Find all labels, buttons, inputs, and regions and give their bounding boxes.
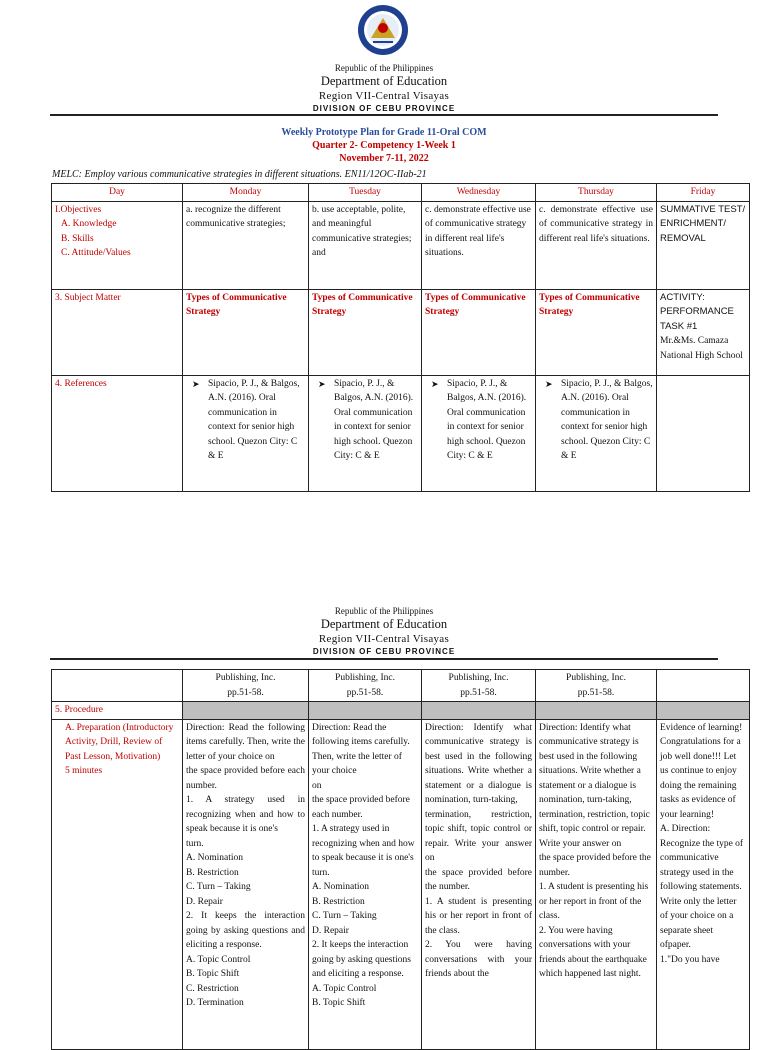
subject-matter-thursday: Types of Communicative Strategy <box>536 289 657 375</box>
reference-wednesday-cell <box>422 375 536 491</box>
subject-matter-wednesday: Types of Communicative Strategy <box>422 289 536 375</box>
publisher-wednesday: Publishing, Inc. <box>448 673 509 683</box>
publisher-wednesday-cell <box>422 670 536 702</box>
lesson-plan-table-page1 <box>51 183 750 492</box>
performance-task-label: ACTIVITY: PERFORMANCE TASK #1 <box>660 291 734 332</box>
subject-matter-label: 3. Subject Matter <box>52 289 183 375</box>
pages-tuesday: pp.51-58. <box>346 687 384 698</box>
objective-thursday: c. demonstrate effective use of communicative strategy in different real life's situations. <box>536 201 657 289</box>
performance-task-venue: Mr.&Ms. Camaza National High School <box>660 336 743 361</box>
reference-friday-cell <box>657 375 750 491</box>
publisher-monday-cell <box>183 670 309 702</box>
preparation-label-cell <box>52 719 183 1049</box>
references-row <box>52 375 750 491</box>
subject-matter-row <box>52 289 750 375</box>
reference-thursday: ➤ Sipacio, P. J., & Balgos, A.N. (2016). Oral communication in context for senior high school. Quezon City: C & E <box>561 377 653 464</box>
lesson-plan-table-page2 <box>51 669 750 1050</box>
region-line-2: Region VII-Central Visayas <box>318 633 450 645</box>
objective-wednesday: c. demonstrate effective use of communicative strategy in different real life's situations. <box>422 201 536 289</box>
references-label: 4. References <box>52 375 183 491</box>
page2-header <box>0 605 768 657</box>
preparation-thursday: Direction: Identify what communicative strategy is best used in the following situations. Write whether a statement or a dialogue is nomination, turn-taking, termination, restriction, topic shift, topic control or repair. Write your answer on the space provided before the number. 1. A student is presenting his or her report in front of the class. 2. You were having conversations with your friends about the earthquake which happened last night. <box>536 719 657 1049</box>
procedure-label: 5. Procedure <box>52 702 183 720</box>
preparation-label: A. Preparation (Introductory Activity, Drill, Review of Past Lesson, Motivation) <box>65 722 174 762</box>
objectives-label-cell <box>52 201 183 289</box>
publisher-row <box>52 670 750 702</box>
republic-line: Republic of the Philippines <box>334 63 434 73</box>
publisher-tuesday: Publishing, Inc. <box>335 673 395 683</box>
friday-header: Friday <box>657 184 750 202</box>
plan-title-block <box>0 126 768 165</box>
header-divider-2 <box>50 658 718 660</box>
dates-line: November 7-11, 2022 <box>339 153 429 164</box>
procedure-shade-wed <box>422 702 536 720</box>
publisher-friday-cell <box>657 670 750 702</box>
subject-matter-tuesday: Types of Communicative Strategy <box>309 289 422 375</box>
page1-header <box>0 62 768 114</box>
reference-monday-cell <box>183 375 309 491</box>
deped-seal-logo <box>357 4 409 56</box>
reference-wednesday: ➤ Sipacio, P. J., & Balgos, A.N. (2016). Oral communication in context for senior high school. Quezon City: C & E <box>447 377 532 464</box>
plan-title: Weekly Prototype Plan for Grade 11-Oral COM <box>281 127 487 138</box>
subject-matter-friday-cell <box>657 289 750 375</box>
monday-header: Monday <box>183 184 309 202</box>
region-line: Region VII-Central Visayas <box>318 90 450 102</box>
quarter-line: Quarter 2- Competency 1-Week 1 <box>312 140 456 151</box>
reference-tuesday: ➤ Sipacio, P. J., & Balgos, A.N. (2016). Oral communication in context for senior high school. Quezon City: C & E <box>334 377 418 464</box>
reference-tuesday-cell <box>309 375 422 491</box>
objective-friday: SUMMATIVE TEST/ ENRICHMENT/ REMOVAL <box>657 201 750 289</box>
day-header: Day <box>52 184 183 202</box>
tuesday-header: Tuesday <box>309 184 422 202</box>
reference-thursday-cell <box>536 375 657 491</box>
header-divider <box>50 114 718 116</box>
procedure-shade-fri <box>657 702 750 720</box>
republic-line-2: Republic of the Philippines <box>334 606 434 616</box>
objective-knowledge: A. Knowledge <box>61 219 117 229</box>
publisher-monday: Publishing, Inc. <box>215 673 276 683</box>
subject-matter-monday: Types of Communicative Strategy <box>183 289 309 375</box>
objective-tuesday: b. use acceptable, polite, and meaningful communicative strategies; and <box>309 201 422 289</box>
procedure-shade-mon <box>183 702 309 720</box>
division-line-2: DIVISION OF CEBU PROVINCE <box>312 647 456 656</box>
objectives-label: I.Objectives <box>55 204 102 215</box>
pages-wednesday: pp.51-58. <box>460 687 497 698</box>
melc-statement: MELC: Employ various communicative strategies in different situations. EN11/12OC-IIab-21 <box>52 169 427 180</box>
publisher-label-cell <box>52 670 183 702</box>
pages-monday: pp.51-58. <box>227 687 264 698</box>
preparation-wednesday: Direction: Identify what communicative strategy is best used in the following situations. Write whether a statement or a dialogue is nomination, turn-taking, termination, restriction, topic shift, topic control or repair. Write your answer on the space provided before the number. 1. A student is presenting his or her report in front of the class. 2. You were having conversations with your friends about the <box>422 719 536 1049</box>
publisher-tuesday-cell <box>309 670 422 702</box>
pages-thursday: pp.51-58. <box>577 687 615 698</box>
publisher-thursday: Publishing, Inc. <box>566 673 626 683</box>
preparation-time: 5 minutes <box>65 766 103 776</box>
preparation-tuesday: Direction: Read the following items carefully. Then, write the letter of your choice on the space provided before each number. 1. A strategy used in recognizing when and how to speak because it is one's turn. A. Nomination B. Restriction C. Turn – Taking D. Repair 2. It keeps the interaction going by asking questions and eliciting a response. A. Topic Control B. Topic Shift <box>309 719 422 1049</box>
department-line: Department of Education <box>320 74 448 88</box>
procedure-shade-tue <box>309 702 422 720</box>
department-line-2: Department of Education <box>320 617 448 631</box>
wednesday-header: Wednesday <box>422 184 536 202</box>
preparation-monday: Direction: Read the following items carefully. Then, write the letter of your choice on the space provided before each number. 1. A strategy used in recognizing when and how to speak because it is one's turn. A. Nomination B. Restriction C. Turn – Taking D. Repair 2. It keeps the interaction going by asking questions and eliciting a response. A. Topic Control B. Topic Shift C. Restriction D. Termination <box>183 719 309 1049</box>
preparation-row <box>52 719 750 1049</box>
publisher-thursday-cell <box>536 670 657 702</box>
objective-attitude: C. Attitude/Values <box>61 248 131 258</box>
objective-monday: a. recognize the different communicative strategies; <box>183 201 309 289</box>
objective-skills: B. Skills <box>61 233 94 244</box>
reference-monday: ➤ Sipacio, P. J., & Balgos, A.N. (2016). Oral communication in context for senior high school. Quezon City: C & E <box>208 377 305 464</box>
objectives-row <box>52 201 750 289</box>
procedure-row <box>52 702 750 720</box>
preparation-friday: Evidence of learning! Congratulations for a job well done!!! Let us continue to enjoy doing the remaining tasks as evidence of your learning! A. Direction: Recognize the type of communicative strategy used in the following statements. Write only the letter of your choice on a separate sheet ofpaper. 1."Do you have <box>657 719 750 1049</box>
thursday-header: Thursday <box>536 184 657 202</box>
day-header-row <box>52 184 750 202</box>
procedure-shade-thu <box>536 702 657 720</box>
division-line: DIVISION OF CEBU PROVINCE <box>312 104 456 113</box>
